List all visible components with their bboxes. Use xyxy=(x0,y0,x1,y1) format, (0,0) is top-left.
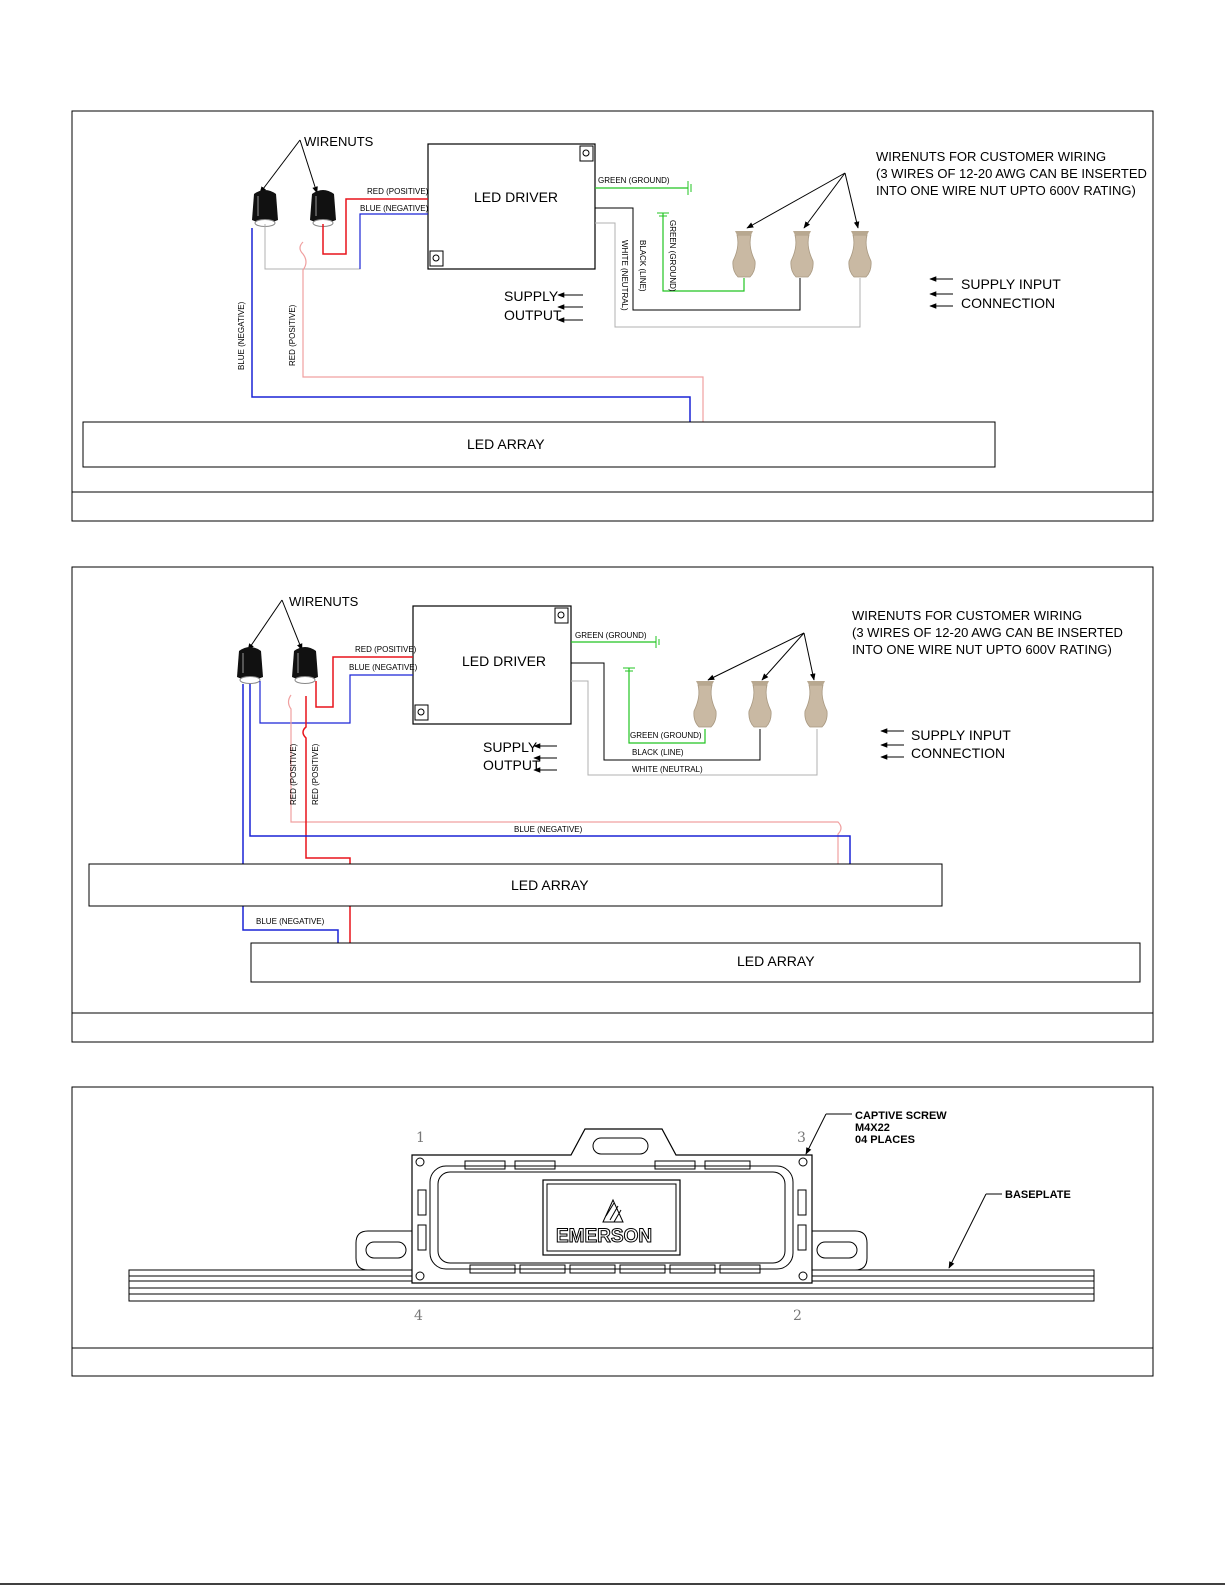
screw-number-2: 2 xyxy=(793,1308,802,1324)
connection-label: CONNECTION xyxy=(911,745,1006,761)
led-array-label-2: LED ARRAY xyxy=(737,953,815,969)
screw-number-3: 3 xyxy=(797,1130,806,1146)
panel-dual-array xyxy=(72,567,1153,1042)
green-ground-label: GREEN (GROUND) xyxy=(598,176,670,185)
supply-label: SUPPLY xyxy=(483,739,538,755)
wirenut-tan-icon xyxy=(805,681,827,727)
customer-note-line1: WIRENUTS FOR CUSTOMER WIRING xyxy=(852,608,1083,623)
wirenut-tan-icon xyxy=(749,681,771,727)
wirenut-black-icon xyxy=(310,190,336,227)
screw-number-4: 4 xyxy=(414,1308,423,1324)
screw-spec-label: M4X22 xyxy=(855,1122,890,1134)
customer-note-line3: INTO ONE WIRE NUT UPTO 600V RATING) xyxy=(876,183,1136,198)
customer-note-line1: WIRENUTS FOR CUSTOMER WIRING xyxy=(876,149,1107,164)
red-positive-vertical-label: RED (POSITIVE) xyxy=(288,304,297,366)
supply-input-label: SUPPLY INPUT xyxy=(961,276,1061,292)
supply-input-label: SUPPLY INPUT xyxy=(911,727,1011,743)
driver-housing xyxy=(412,1129,812,1283)
output-label: OUTPUT xyxy=(504,307,562,323)
wirenuts-label: WIRENUTS xyxy=(304,134,374,149)
green-ground-label: GREEN (GROUND) xyxy=(575,631,647,640)
panel-mounting xyxy=(72,1087,1153,1376)
blue-negative-label: BLUE (NEGATIVE) xyxy=(360,204,429,213)
panel-single-array xyxy=(72,111,1153,521)
customer-note-line2: (3 WIRES OF 12-20 AWG CAN BE INSERTED xyxy=(852,625,1123,640)
led-array-label-1: LED ARRAY xyxy=(511,877,589,893)
supply-label: SUPPLY xyxy=(504,288,559,304)
customer-note-line3: INTO ONE WIRE NUT UPTO 600V RATING) xyxy=(852,642,1112,657)
wirenuts-label: WIRENUTS xyxy=(289,594,359,609)
red-positive-vertical-label-2: RED (POSITIVE) xyxy=(311,743,320,805)
wirenut-tan-icon xyxy=(791,231,813,277)
mounting-ear-right xyxy=(810,1231,867,1270)
mounting-ear-left xyxy=(356,1231,412,1270)
led-array-label: LED ARRAY xyxy=(467,436,545,452)
driver-label: LED DRIVER xyxy=(474,189,559,205)
wirenut-black-icon xyxy=(292,647,318,684)
blue-negative-bottom-label: BLUE (NEGATIVE) xyxy=(256,917,325,926)
black-line-label: BLACK (LINE) xyxy=(638,240,647,292)
blue-negative-label: BLUE (NEGATIVE) xyxy=(349,663,418,672)
red-positive-vertical-label-1: RED (POSITIVE) xyxy=(289,743,298,805)
captive-screw-label: CAPTIVE SCREW xyxy=(855,1110,947,1122)
black-line-label: BLACK (LINE) xyxy=(632,748,684,757)
white-neutral-label: WHITE (NEUTRAL) xyxy=(632,765,703,774)
green-ground-vertical-label: GREEN (GROUND) xyxy=(668,220,677,292)
led-driver-box xyxy=(428,144,595,269)
driver-label: LED DRIVER xyxy=(462,653,547,669)
wirenut-black-icon xyxy=(237,647,263,684)
blue-negative-top-label: BLUE (NEGATIVE) xyxy=(514,825,583,834)
red-positive-label: RED (POSITIVE) xyxy=(355,645,417,654)
wirenut-tan-icon xyxy=(733,231,755,277)
customer-note-line2: (3 WIRES OF 12-20 AWG CAN BE INSERTED xyxy=(876,166,1147,181)
blue-negative-vertical-label: BLUE (NEGATIVE) xyxy=(237,301,246,370)
wirenut-tan-icon xyxy=(694,681,716,727)
screw-number-1: 1 xyxy=(416,1130,425,1146)
screw-qty-label: 04 PLACES xyxy=(855,1134,915,1146)
green-ground-horizontal-label: GREEN (GROUND) xyxy=(630,731,702,740)
connection-label: CONNECTION xyxy=(961,295,1056,311)
wirenut-black-icon xyxy=(252,190,278,227)
output-label: OUTPUT xyxy=(483,757,541,773)
baseplate-label: BASEPLATE xyxy=(1005,1189,1071,1201)
wirenut-tan-icon xyxy=(849,231,871,277)
white-neutral-label: WHITE (NEUTRAL) xyxy=(620,240,629,311)
emerson-logo-text: EMERSON xyxy=(556,1226,653,1247)
red-positive-label: RED (POSITIVE) xyxy=(367,187,429,196)
led-array-box-2 xyxy=(251,943,1140,982)
